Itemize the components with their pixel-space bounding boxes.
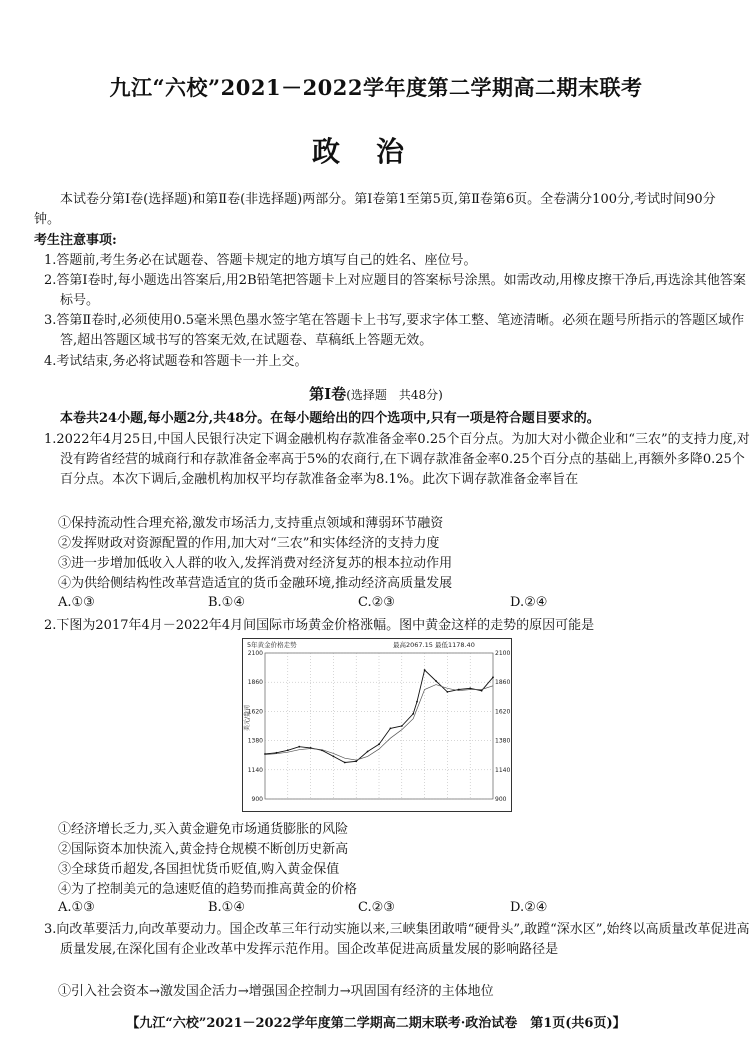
q2-statement: ④为了控制美元的急速贬值的趋势而推高黄金的价格	[58, 882, 358, 897]
q2-statement: ②国际资本加快流入,黄金持仓规模不断创历史新高	[58, 842, 349, 857]
gold-price-chart-svg	[243, 639, 511, 811]
q2-option-c[interactable]: C.②③	[358, 900, 395, 915]
q3-stem: 3.向改革要活力,向改革要动力。国企改革三年行动实施以来,三峡集团敢啃“硬骨头”,敢蹚“深水区”,始终以高质量改革促进高质量发展,在深化国有企业改革中发挥示范作用。国企改革促进高质量发展的影响路径是	[44, 922, 750, 957]
y-tick-label-right: 1140	[495, 766, 511, 774]
chart-ylabel: 美元/盎司	[244, 704, 251, 731]
price-point	[390, 728, 392, 730]
section-subtitle: (选择题 共48分)	[346, 388, 443, 402]
y-tick-label: 1380	[247, 737, 263, 745]
q3-statement: ①引入社会资本→激发国企活力→增强国企控制力→巩固国有经济的主体地位	[58, 984, 494, 999]
y-tick-label: 2100	[247, 650, 263, 657]
q1-statement: ③进一步增加低收入人群的收入,发挥消费对经济复苏的根本拉动作用	[58, 556, 453, 571]
intro-paragraph: 本试卷分第Ⅰ卷(选择题)和第Ⅱ卷(非选择题)两部分。第Ⅰ卷第1至第5页,第Ⅱ卷第6页。全卷满分100分,考试时间90分钟。	[34, 192, 716, 227]
q2-stem: 2.下图为2017年4月－2022年4月间国际市场黄金价格涨幅。图中黄金这样的走势的原因可能是	[44, 618, 595, 633]
notice-item: 3.答第Ⅱ卷时,必须使用0.5毫米黑色墨水签字笔在答题卡上书写,要求字体工整、笔迹清晰。必须在题号所指示的答题区域作答,超出答题区域书写的答案无效,在试题卷、草稿纸上答题无效。	[44, 313, 745, 348]
q1-option-b[interactable]: B.①④	[208, 595, 245, 610]
page-footer: 【九江“六校”2021－2022学年度第二学期高二期末联考·政治试卷 第1页(共6页)】	[126, 1016, 626, 1031]
price-point	[401, 725, 403, 727]
q1-option-c[interactable]: C.②③	[358, 595, 395, 610]
notice-title: 考生注意事项:	[34, 233, 117, 248]
price-point	[412, 713, 414, 715]
notice-item: 1.答题前,考生务必在试题卷、答题卡规定的地方填写自己的姓名、座位号。	[44, 253, 477, 268]
section-instruction: 本卷共24小题,每小题2分,共48分。在每小题给出的四个选项中,只有一项是符合题目要求的。	[60, 411, 600, 426]
q1-option-a[interactable]: A.①③	[58, 595, 95, 610]
price-point	[355, 760, 357, 762]
price-point	[447, 691, 449, 693]
section-title: 第Ⅰ卷	[309, 385, 347, 403]
chart-title: 5年黄金价格走势	[247, 641, 297, 649]
price-point	[481, 690, 483, 692]
price-point	[344, 762, 346, 764]
price-point	[469, 687, 471, 689]
price-point	[298, 746, 300, 748]
price-point	[424, 669, 426, 671]
q2-options	[58, 900, 718, 920]
q2-option-d[interactable]: D.②④	[510, 900, 548, 915]
price-point	[367, 751, 369, 753]
y-tick-label-right: 2100	[495, 650, 511, 657]
q2-statement: ①经济增长乏力,买入黄金避免市场通货膨胀的风险	[58, 822, 349, 837]
q2-statement: ③全球货币超发,各国担忧货币贬值,购入黄金保值	[58, 862, 340, 877]
q2-option-b[interactable]: B.①④	[208, 900, 245, 915]
y-tick-label: 1860	[247, 679, 263, 687]
y-tick-label-right: 1860	[495, 679, 511, 687]
price-point	[333, 756, 335, 758]
q2-option-a[interactable]: A.①③	[58, 900, 95, 915]
q1-stem: 1.2022年4月25日,中国人民银行决定下调金融机构存款准备金率0.25个百分点。为加大对小微企业和“三农”的支持力度,对没有跨省经营的城商行和存款准备金率高于5%的农商行,在下调存款准备金率0.25个百分点的基础上,再额外多降0.25个百分点。本次下调后,金融机构加权平均存款准备金率为8.1%。此次下调存款准备金率旨在	[44, 432, 750, 487]
price-point	[416, 701, 418, 703]
chart-annotation: 最高2067.15 最低1178.40	[393, 641, 475, 649]
y-tick-label: 900	[251, 796, 263, 803]
notice-item: 4.考试结束,务必将试题卷和答题卡一并上交。	[44, 354, 308, 369]
q1-option-d[interactable]: D.②④	[510, 595, 548, 610]
section-heading	[0, 383, 752, 404]
y-tick-label-right: 1380	[495, 737, 511, 745]
gold-price-chart	[242, 638, 512, 812]
exam-title: 九江“六校”2021－2022学年度第二学期高二期末联考	[109, 75, 643, 100]
y-tick-label: 1620	[247, 708, 263, 716]
y-tick-label-right: 900	[495, 796, 507, 803]
notice-item: 2.答第Ⅰ卷时,每小题选出答案后,用2B铅笔把答题卡上对应题目的答案标号涂黑。如需改动,用橡皮擦干净后,再选涂其他答案标号。	[44, 273, 746, 308]
price-point	[435, 680, 437, 682]
q1-options	[58, 595, 718, 615]
q1-statement: ④为供给侧结构性改革营造适宜的货币金融环境,推动经济高质量发展	[58, 576, 453, 591]
price-point	[378, 743, 380, 745]
y-tick-label: 1140	[247, 766, 263, 774]
q1-statement: ①保持流动性合理充裕,激发市场活力,支持重点领域和薄弱环节融资	[58, 516, 444, 531]
q1-statement: ②发挥财政对资源配置的作用,加大对“三农”和实体经济的支持力度	[58, 536, 440, 551]
subject-title: 政治	[311, 135, 440, 168]
price-point	[458, 689, 460, 691]
y-tick-label-right: 1620	[495, 708, 511, 716]
price-point	[287, 749, 289, 751]
price-point	[492, 676, 494, 678]
